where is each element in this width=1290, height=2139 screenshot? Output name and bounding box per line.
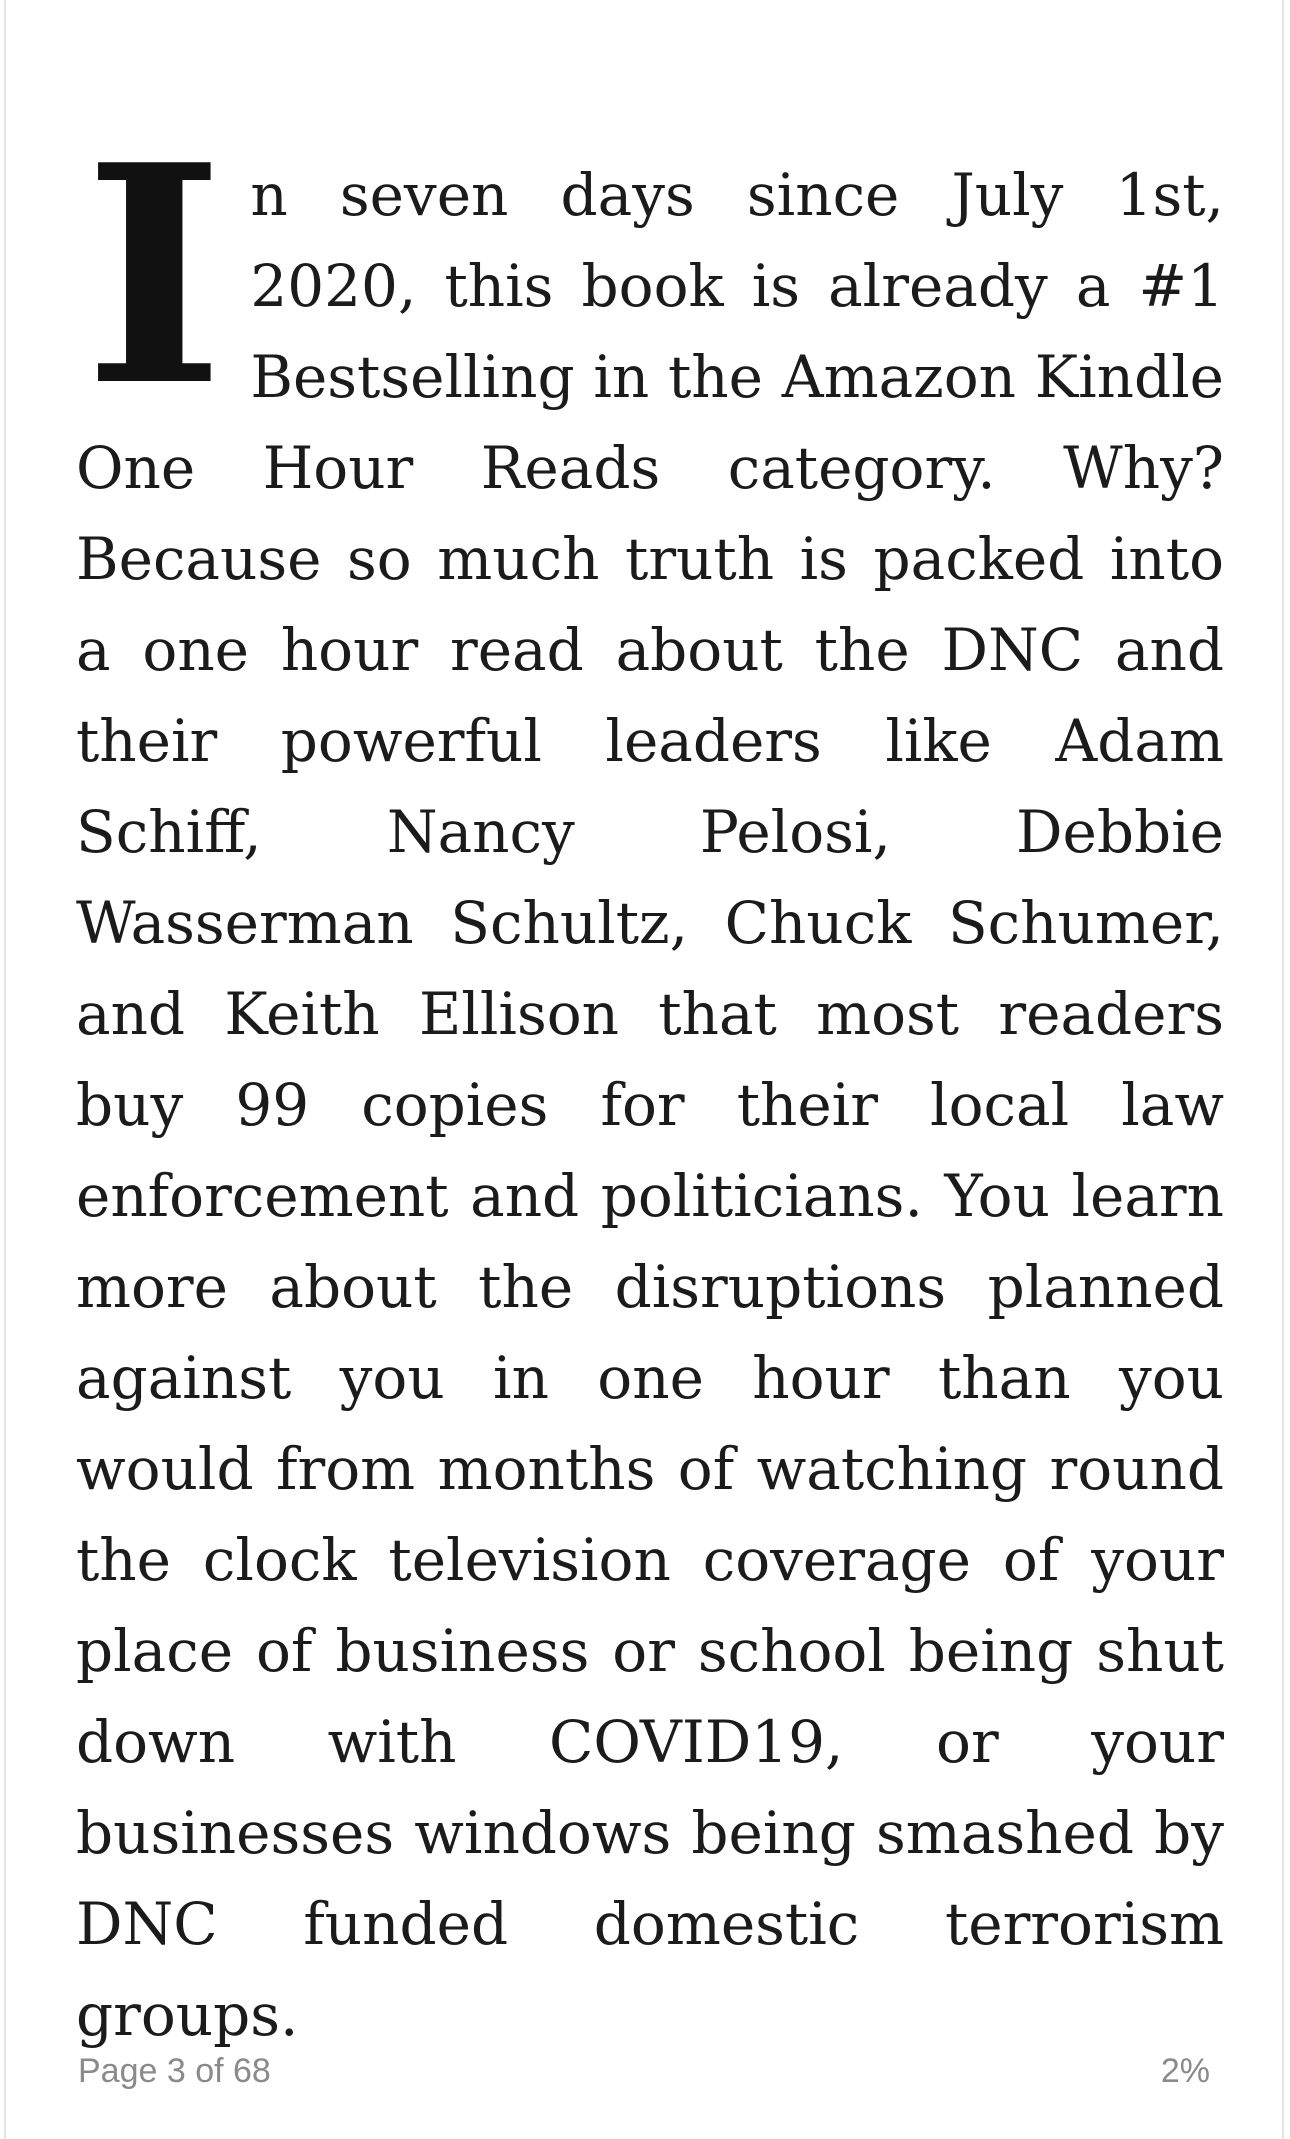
reader-footer	[78, 2052, 1210, 2102]
page-indicator: Page 3 of 68	[78, 2052, 271, 2090]
reading-progress-percent: 2%	[1160, 2052, 1210, 2090]
paragraph-body: n seven days since July 1st, 2020, this book is already a #1 Bestselling in the Amazon Kindle One Hour Reads category. Why? Because so much truth is packed into a one hour read about the DNC and their powerful leaders like Adam Schiff, Nancy Pelosi, Debbie Wasserman Schultz, Chuck Schumer, and Keith Ellison that most readers buy 99 copies for their local law enforcement and politicians. You learn more about the disruptions planned against you in one hour than you would from months of watching round the clock television coverage of your place of business or school being shut down with COVID19, or your businesses windows being smashed by DNC funded domestic terrorism groups.	[76, 161, 1224, 2049]
drop-cap-letter: I	[84, 99, 225, 452]
book-paragraph	[76, 99, 1224, 2061]
reader-page[interactable]	[4, 0, 1284, 2139]
